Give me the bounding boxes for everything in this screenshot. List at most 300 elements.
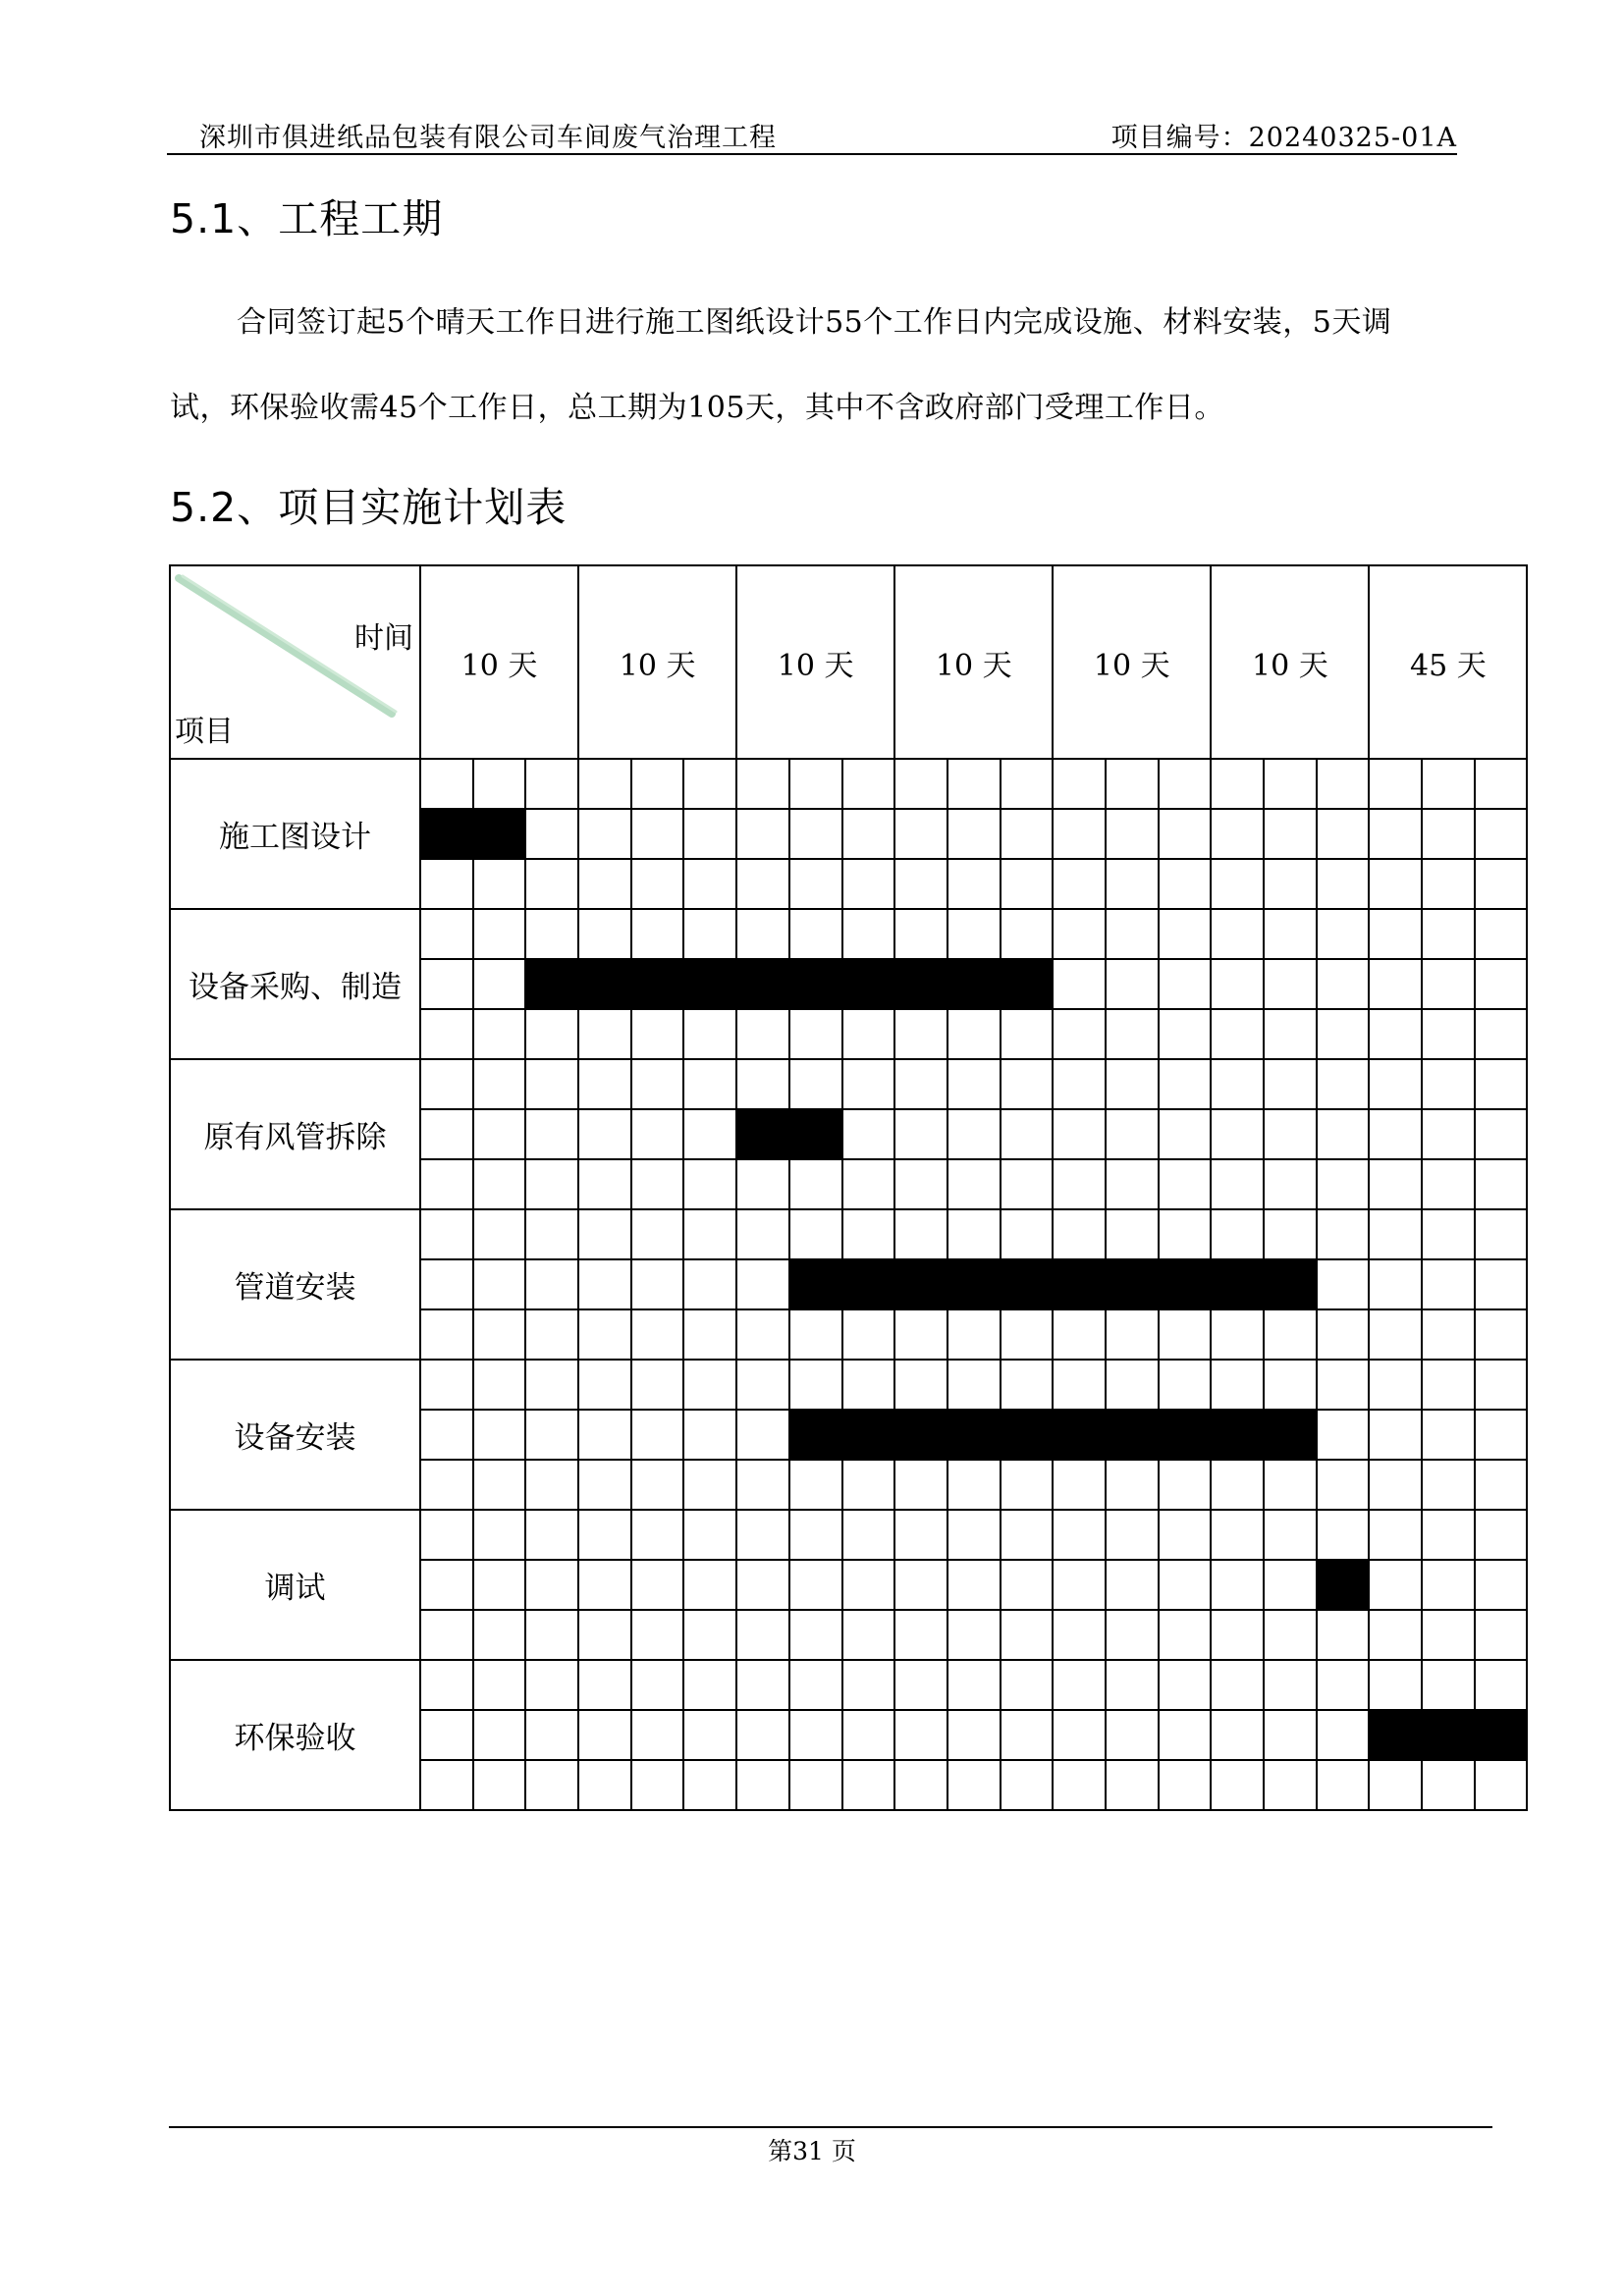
grid-cell	[1369, 1109, 1422, 1159]
grid-cell	[842, 1109, 895, 1159]
grid-cell	[1001, 1309, 1054, 1360]
grid-cell	[1369, 1410, 1422, 1460]
grid-cell	[525, 1560, 578, 1610]
grid-cell	[1264, 859, 1317, 909]
grid-cell	[525, 1660, 578, 1710]
grid-cell	[473, 1610, 526, 1660]
grid-cell	[1211, 1360, 1264, 1410]
grid-cell	[1001, 1059, 1054, 1109]
grid-cell	[789, 1710, 842, 1760]
gantt-bar-segment	[1211, 1410, 1264, 1460]
grid-cell	[578, 909, 631, 959]
grid-cell	[525, 809, 578, 859]
grid-cell	[1053, 1360, 1106, 1410]
grid-cell	[1001, 1660, 1054, 1710]
grid-cell	[525, 759, 578, 809]
table-row	[170, 1360, 1527, 1410]
grid-cell	[947, 1209, 1001, 1259]
grid-cell	[473, 909, 526, 959]
footer-divider	[169, 2126, 1492, 2128]
grid-cell	[1422, 959, 1475, 1009]
grid-cell	[736, 1660, 789, 1710]
grid-cell	[1159, 1360, 1212, 1410]
grid-cell	[1475, 1259, 1528, 1309]
grid-cell	[842, 1510, 895, 1560]
gantt-bar-segment	[894, 1410, 947, 1460]
grid-cell	[1159, 1760, 1212, 1810]
grid-cell	[1159, 959, 1212, 1009]
grid-cell	[1422, 1360, 1475, 1410]
grid-cell	[1001, 759, 1054, 809]
grid-cell	[1001, 809, 1054, 859]
gantt-bar-segment	[1422, 1710, 1475, 1760]
grid-cell	[736, 1059, 789, 1109]
grid-cell	[1001, 1109, 1054, 1159]
grid-cell	[631, 1109, 684, 1159]
grid-cell	[736, 759, 789, 809]
grid-cell	[1106, 759, 1159, 809]
grid-cell	[1159, 1159, 1212, 1209]
grid-cell	[842, 1209, 895, 1259]
gantt-bar-segment	[842, 1259, 895, 1309]
grid-cell	[894, 1660, 947, 1710]
grid-cell	[1264, 1059, 1317, 1109]
grid-cell	[1106, 909, 1159, 959]
grid-cell	[1317, 859, 1370, 909]
grid-cell	[789, 1760, 842, 1810]
schedule-paragraph-line-1: 合同签订起5个晴天工作日进行施工图纸设计55个工作日内完成设施、材料安装，5天调	[237, 305, 1392, 340]
grid-cell	[1001, 1209, 1054, 1259]
grid-cell	[789, 1360, 842, 1410]
grid-cell	[1369, 1309, 1422, 1360]
grid-cell	[1211, 1009, 1264, 1059]
grid-cell	[420, 1209, 473, 1259]
grid-cell	[1422, 809, 1475, 859]
grid-cell	[736, 1710, 789, 1760]
grid-cell	[894, 1159, 947, 1209]
grid-cell	[578, 1209, 631, 1259]
grid-cell	[1317, 1710, 1370, 1760]
grid-cell	[736, 1009, 789, 1059]
grid-cell	[947, 1710, 1001, 1760]
grid-cell	[631, 909, 684, 959]
grid-cell	[947, 1309, 1001, 1360]
gantt-bar-segment	[1159, 1259, 1212, 1309]
grid-cell	[631, 859, 684, 909]
grid-cell	[947, 1610, 1001, 1660]
grid-cell	[578, 1760, 631, 1810]
grid-cell	[736, 1159, 789, 1209]
grid-cell	[420, 759, 473, 809]
grid-cell	[1422, 1109, 1475, 1159]
grid-cell	[1264, 1660, 1317, 1710]
grid-cell	[736, 1560, 789, 1610]
grid-cell	[473, 1109, 526, 1159]
grid-cell	[1422, 1760, 1475, 1810]
grid-cell	[1053, 1560, 1106, 1610]
grid-cell	[736, 1209, 789, 1259]
grid-cell	[1106, 1109, 1159, 1159]
grid-cell	[683, 1510, 736, 1560]
grid-cell	[1106, 1209, 1159, 1259]
grid-cell	[736, 859, 789, 909]
grid-cell	[1317, 1259, 1370, 1309]
grid-cell	[1001, 1460, 1054, 1510]
grid-cell	[789, 859, 842, 909]
grid-cell	[1264, 1560, 1317, 1610]
grid-cell	[1001, 1610, 1054, 1660]
grid-cell	[842, 1309, 895, 1360]
grid-cell	[1053, 1760, 1106, 1810]
grid-cell	[1053, 1660, 1106, 1710]
section-5-2-title: 5.2、项目实施计划表	[170, 484, 568, 531]
table-row	[170, 909, 1527, 959]
grid-cell	[736, 1760, 789, 1810]
grid-cell	[1106, 1610, 1159, 1660]
grid-cell	[525, 1760, 578, 1810]
grid-cell	[1369, 1009, 1422, 1059]
grid-cell	[947, 1360, 1001, 1410]
task-name: 设备安装	[170, 1360, 420, 1510]
grid-cell	[894, 1009, 947, 1059]
grid-cell	[473, 1560, 526, 1610]
grid-cell	[473, 1059, 526, 1109]
grid-cell	[1053, 859, 1106, 909]
grid-cell	[789, 909, 842, 959]
grid-cell	[1211, 1460, 1264, 1510]
grid-cell	[631, 1159, 684, 1209]
grid-cell	[1106, 959, 1159, 1009]
grid-cell	[789, 809, 842, 859]
grid-cell	[947, 1660, 1001, 1710]
grid-cell	[683, 909, 736, 959]
grid-cell	[683, 1309, 736, 1360]
table-row	[170, 1059, 1527, 1109]
grid-cell	[683, 1109, 736, 1159]
grid-cell	[1053, 809, 1106, 859]
grid-cell	[842, 1660, 895, 1710]
grid-cell	[1159, 1710, 1212, 1760]
grid-cell	[842, 1560, 895, 1610]
grid-cell	[578, 1610, 631, 1660]
grid-cell	[789, 1660, 842, 1710]
grid-cell	[842, 1760, 895, 1810]
grid-cell	[1475, 1009, 1528, 1059]
grid-cell	[420, 1460, 473, 1510]
grid-cell	[683, 1159, 736, 1209]
gantt-bar-segment	[1001, 959, 1054, 1009]
gantt-bar-segment	[947, 1410, 1001, 1460]
grid-cell	[683, 1059, 736, 1109]
grid-cell	[683, 859, 736, 909]
grid-cell	[1211, 959, 1264, 1009]
gantt-bar-segment	[789, 1410, 842, 1460]
grid-cell	[1053, 1610, 1106, 1660]
grid-cell	[420, 1009, 473, 1059]
grid-cell	[1369, 1259, 1422, 1309]
grid-cell	[525, 1710, 578, 1760]
grid-cell	[631, 1510, 684, 1560]
gantt-bar-segment	[736, 959, 789, 1009]
grid-cell	[631, 1610, 684, 1660]
grid-cell	[1211, 1660, 1264, 1710]
grid-cell	[525, 909, 578, 959]
table-row	[170, 1660, 1527, 1710]
grid-cell	[1369, 1360, 1422, 1410]
grid-cell	[842, 759, 895, 809]
grid-cell	[1369, 1560, 1422, 1610]
grid-cell	[1317, 1510, 1370, 1560]
grid-cell	[473, 1360, 526, 1410]
grid-cell	[525, 1460, 578, 1510]
grid-cell	[473, 1510, 526, 1560]
period-header: 45 天	[1369, 565, 1527, 759]
grid-cell	[683, 1209, 736, 1259]
grid-cell	[578, 1510, 631, 1560]
grid-cell	[683, 809, 736, 859]
gantt-bar-segment	[1264, 1410, 1317, 1460]
grid-cell	[578, 1059, 631, 1109]
grid-cell	[1053, 1059, 1106, 1109]
grid-cell	[1264, 1360, 1317, 1410]
grid-cell	[683, 1360, 736, 1410]
grid-cell	[1053, 959, 1106, 1009]
grid-cell	[1264, 1309, 1317, 1360]
grid-cell	[1475, 1660, 1528, 1710]
grid-cell	[420, 1760, 473, 1810]
grid-cell	[631, 1259, 684, 1309]
gantt-bar-segment	[736, 1109, 789, 1159]
grid-cell	[631, 1460, 684, 1510]
grid-cell	[894, 1760, 947, 1810]
grid-cell	[1317, 1460, 1370, 1510]
grid-cell	[1001, 1360, 1054, 1410]
grid-cell	[736, 1360, 789, 1410]
grid-cell	[1317, 1209, 1370, 1259]
grid-cell	[1106, 1009, 1159, 1059]
grid-cell	[894, 1360, 947, 1410]
grid-cell	[1211, 1760, 1264, 1810]
grid-cell	[1422, 909, 1475, 959]
grid-cell	[1369, 959, 1422, 1009]
gantt-bar-segment	[1053, 1259, 1106, 1309]
gantt-bar-segment	[1106, 1259, 1159, 1309]
section-5-1-title: 5.1、工程工期	[170, 195, 444, 242]
table-row	[170, 759, 1527, 809]
period-header: 10 天	[736, 565, 894, 759]
gantt-bar-segment	[1159, 1410, 1212, 1460]
grid-cell	[842, 859, 895, 909]
grid-cell	[789, 1510, 842, 1560]
grid-cell	[420, 1410, 473, 1460]
grid-cell	[683, 1259, 736, 1309]
grid-cell	[420, 859, 473, 909]
grid-cell	[842, 1159, 895, 1209]
grid-cell	[473, 759, 526, 809]
grid-cell	[1369, 1760, 1422, 1810]
task-name: 环保验收	[170, 1660, 420, 1810]
grid-cell	[1001, 1159, 1054, 1209]
grid-cell	[473, 959, 526, 1009]
grid-cell	[1422, 1410, 1475, 1460]
grid-cell	[1317, 1660, 1370, 1710]
grid-cell	[947, 809, 1001, 859]
grid-cell	[525, 1410, 578, 1460]
grid-cell	[1053, 1309, 1106, 1360]
grid-cell	[1264, 809, 1317, 859]
grid-cell	[1264, 1610, 1317, 1660]
grid-cell	[894, 809, 947, 859]
grid-cell	[894, 1610, 947, 1660]
grid-cell	[894, 1710, 947, 1760]
grid-cell	[1159, 759, 1212, 809]
grid-cell	[789, 1059, 842, 1109]
gantt-bar-segment	[1106, 1410, 1159, 1460]
grid-cell	[789, 759, 842, 809]
grid-cell	[1369, 1510, 1422, 1560]
grid-cell	[1211, 1209, 1264, 1259]
grid-cell	[1264, 959, 1317, 1009]
grid-cell	[1159, 1610, 1212, 1660]
gantt-bar-segment	[683, 959, 736, 1009]
table-row	[170, 1209, 1527, 1259]
period-header: 10 天	[894, 565, 1053, 759]
grid-cell	[1106, 1059, 1159, 1109]
grid-cell	[1211, 1510, 1264, 1560]
grid-cell	[1053, 1009, 1106, 1059]
grid-cell	[1475, 859, 1528, 909]
grid-cell	[1001, 909, 1054, 959]
grid-cell	[525, 1059, 578, 1109]
period-header: 10 天	[1211, 565, 1369, 759]
grid-cell	[1422, 1510, 1475, 1560]
grid-cell	[683, 1560, 736, 1610]
grid-cell	[1369, 1059, 1422, 1109]
grid-cell	[789, 1009, 842, 1059]
grid-cell	[1211, 809, 1264, 859]
grid-cell	[1317, 1760, 1370, 1810]
grid-cell	[736, 809, 789, 859]
grid-cell	[1106, 1510, 1159, 1560]
grid-cell	[578, 1159, 631, 1209]
gantt-bar-segment	[1001, 1410, 1054, 1460]
header-project-name: 深圳市俱进纸品包装有限公司车间废气治理工程	[199, 123, 777, 153]
grid-cell	[1475, 1510, 1528, 1560]
grid-cell	[1159, 1009, 1212, 1059]
grid-cell	[1211, 1109, 1264, 1159]
schedule-paragraph-line-2: 试，环保验收需45个工作日，总工期为105天，其中不含政府部门受理工作日。	[170, 391, 1224, 425]
grid-cell	[631, 1309, 684, 1360]
schedule-header-row	[170, 565, 1527, 759]
grid-cell	[1264, 1710, 1317, 1760]
grid-cell	[947, 1009, 1001, 1059]
grid-cell	[1106, 1309, 1159, 1360]
grid-cell	[947, 1460, 1001, 1510]
grid-cell	[1475, 1410, 1528, 1460]
grid-cell	[1159, 1059, 1212, 1109]
grid-cell	[1369, 809, 1422, 859]
grid-cell	[1422, 1560, 1475, 1610]
grid-cell	[420, 1159, 473, 1209]
grid-cell	[1106, 859, 1159, 909]
grid-cell	[578, 1360, 631, 1410]
grid-cell	[947, 1159, 1001, 1209]
grid-cell	[1317, 1360, 1370, 1410]
grid-cell	[1475, 809, 1528, 859]
grid-cell	[1422, 1660, 1475, 1710]
grid-cell	[1317, 1009, 1370, 1059]
grid-cell	[736, 1610, 789, 1660]
grid-cell	[1475, 909, 1528, 959]
grid-cell	[420, 1360, 473, 1410]
grid-cell	[420, 959, 473, 1009]
grid-cell	[1211, 1309, 1264, 1360]
grid-cell	[578, 1410, 631, 1460]
grid-cell	[578, 1560, 631, 1610]
grid-cell	[1317, 1309, 1370, 1360]
grid-cell	[1106, 1660, 1159, 1710]
grid-cell	[1475, 1209, 1528, 1259]
task-name: 调试	[170, 1510, 420, 1660]
grid-cell	[1422, 759, 1475, 809]
grid-cell	[1159, 1460, 1212, 1510]
grid-cell	[1422, 1309, 1475, 1360]
grid-cell	[525, 1360, 578, 1410]
grid-cell	[1422, 1460, 1475, 1510]
grid-cell	[1369, 1660, 1422, 1710]
grid-cell	[842, 909, 895, 959]
grid-cell	[1159, 1109, 1212, 1159]
grid-cell	[1264, 1159, 1317, 1209]
period-header: 10 天	[420, 565, 578, 759]
grid-cell	[1422, 1610, 1475, 1660]
task-name: 管道安装	[170, 1209, 420, 1360]
grid-cell	[1422, 1259, 1475, 1309]
grid-cell	[1317, 1059, 1370, 1109]
grid-cell	[894, 859, 947, 909]
grid-cell	[842, 1460, 895, 1510]
grid-cell	[894, 1109, 947, 1159]
task-name: 设备采购、制造	[170, 909, 420, 1059]
grid-cell	[683, 1760, 736, 1810]
header-project-number: 项目编号：20240325-01A	[1110, 123, 1457, 153]
grid-cell	[1001, 1560, 1054, 1610]
grid-cell	[1422, 1009, 1475, 1059]
grid-cell	[1422, 859, 1475, 909]
grid-cell	[473, 1009, 526, 1059]
grid-cell	[1422, 1209, 1475, 1259]
grid-cell	[631, 1009, 684, 1059]
table-row	[170, 1510, 1527, 1560]
grid-cell	[473, 1309, 526, 1360]
grid-cell	[789, 1610, 842, 1660]
grid-cell	[894, 1309, 947, 1360]
grid-cell	[894, 1510, 947, 1560]
grid-cell	[1053, 1460, 1106, 1510]
grid-cell	[683, 1460, 736, 1510]
grid-cell	[631, 1760, 684, 1810]
grid-cell	[789, 1209, 842, 1259]
grid-cell	[947, 1560, 1001, 1610]
grid-cell	[578, 1109, 631, 1159]
grid-cell	[736, 1460, 789, 1510]
grid-cell	[1001, 1710, 1054, 1760]
grid-cell	[1369, 759, 1422, 809]
grid-cell	[525, 1309, 578, 1360]
grid-cell	[736, 1510, 789, 1560]
grid-cell	[578, 1460, 631, 1510]
grid-cell	[631, 1059, 684, 1109]
